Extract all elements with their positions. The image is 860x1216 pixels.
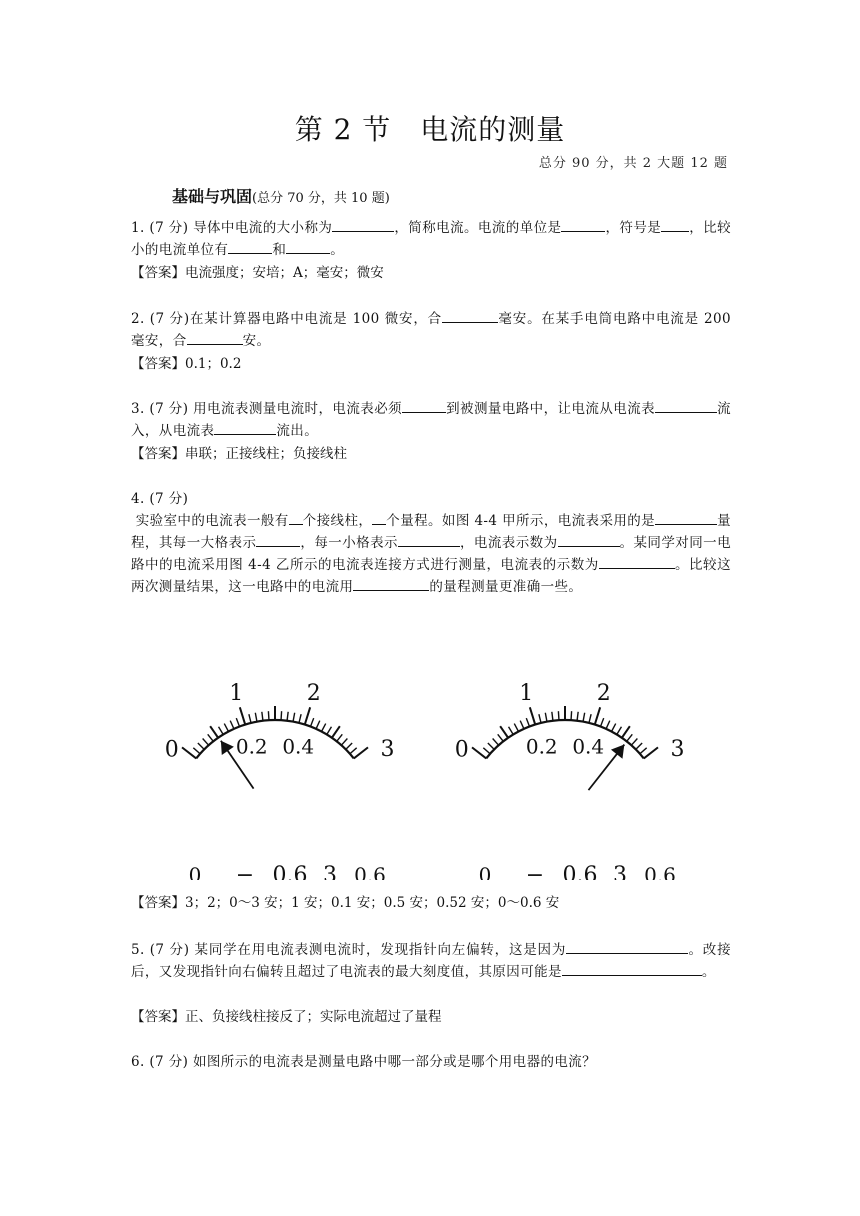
section-title: 基础与巩固 [172,187,253,206]
terminal-label: 0.6 [562,863,598,880]
dial-tick [281,711,282,720]
blank [256,532,300,547]
answer-2: 【答案】0.1；0.2 [131,356,242,372]
dial-tick [500,726,508,738]
dial-tick [322,724,326,732]
dial-tick [193,748,200,754]
dial-tick [198,743,204,749]
ammeter-left [165,681,395,880]
blank [289,510,303,525]
inner-scale-label: 0.2 [235,734,268,759]
dial-tick [249,714,251,723]
ammeter-figure [160,650,720,880]
blank [655,398,717,413]
dial-tick [583,713,585,722]
dial-tick [350,748,357,754]
dial-tick [262,712,263,721]
dial-tick [293,713,295,722]
outer-scale-zero: 0 [454,737,469,763]
terminal-label: 0.6 [272,863,308,880]
answer-4: 【答案】3；2；0～3 安；1 安；0.1 安；0.5 安；0.52 安；0～0.6 安 [131,895,560,911]
dial-tick [327,727,332,735]
inner-scale-zero: 0 [478,863,492,880]
dial-tick [230,721,234,729]
question-5 [131,939,731,983]
dial-tick [509,727,514,735]
q1-text: ，简称电流。电流的单位是 [394,220,562,236]
q5-text: 。 [701,964,716,980]
q4-text: 。某同学对同一电路中的电流采用图 4-4 乙所示的电流表连接方式进行测量，电流表的示数为 [131,535,731,573]
dial-tick [210,726,218,738]
blank [566,939,688,954]
inner-scale-label: 0.2 [525,734,558,759]
dial-tick [558,711,559,720]
outer-scale-label: 2 [306,680,321,706]
dial-tick [255,713,257,722]
dial-tick [589,714,591,723]
dial-tick [316,721,320,729]
inner-scale-label: 0.6 [644,863,676,880]
dial-tick [631,738,637,745]
question-1 [131,217,731,261]
q3-text: 3. (7 分) 用电流表测量电流时，电流表必须 [131,401,403,417]
ammeter-right [455,681,685,880]
dial-tick [493,738,499,745]
q6-text: 6. (7 分) 如图所示的电流表是测量电路中哪一部分或是哪个用电器的电流？ [131,1054,597,1070]
blank [286,239,330,254]
blank [353,576,429,591]
q4-text: ，电流表示数为 [459,535,558,551]
dial-tick [520,721,524,729]
dial-tick [332,726,340,738]
dial-tick [622,726,630,738]
dial-tick [488,743,494,749]
blank [398,532,460,547]
dial-tick [311,718,314,726]
question-6 [131,1051,731,1073]
blank [228,239,272,254]
q1-text: 1. (7 分) 导体中电流的大小称为 [131,220,333,236]
q4-text: ，每一小格表示 [300,535,398,551]
outer-scale-label: 1 [519,680,534,706]
outer-scale-label: 3 [670,736,685,762]
question-2 [131,308,731,352]
outer-scale-label: 1 [229,680,244,706]
dial-tick [595,707,600,724]
ammeter-figure-svg [160,650,720,880]
score-summary: 总分 90 分，共 2 大题 12 题 [538,156,728,171]
page-title: 第 2 节 电流的测量 [294,113,566,146]
dial-tick [617,727,622,735]
blank [661,217,689,232]
dial-tick [636,743,642,749]
blank [655,510,717,525]
dial-tick [236,718,239,726]
q1-text: 和 [272,242,287,258]
q4-text: 个接线柱， [302,513,373,529]
dial-tick [337,734,343,741]
dial-tick [287,712,288,721]
answer-3: 【答案】串联；正接线柱；负接线柱 [131,446,347,462]
pointer-arrowhead [611,745,624,759]
dial-tick [240,707,245,724]
dial-tick [268,711,269,720]
dial-arc [196,720,354,758]
dial-tick [545,713,547,722]
dial-tick [601,718,604,726]
q4-heading: 4. (7 分) [131,491,189,507]
dial-tick [208,734,214,741]
q4-text: 实验室中的电流表一般有 [135,513,289,529]
dial-tick [640,748,647,754]
q3-text: 流入，从电流表 [131,401,731,439]
blank [187,330,243,345]
section-note: (总分 70 分，共 10 题) [252,191,390,206]
blank [402,398,446,413]
terminal-label: 3 [323,863,337,880]
blank [332,217,394,232]
q1-text: 。 [330,242,345,258]
pointer-arrowhead [221,741,234,755]
q4-body [131,510,731,598]
blank [558,532,620,547]
inner-scale-zero: 0 [188,863,202,880]
dial-tick [341,738,347,745]
dial-tick [526,718,529,726]
answer-1: 【答案】电流强度；安培；A；毫安；微安 [131,265,384,281]
question-4 [131,488,731,598]
q3-text: 到被测量电路中，让电流从电流表 [446,401,656,417]
q4-text: 量程，其每一大格表示 [131,513,732,551]
dial-tick [577,712,578,721]
q5-text: 5. (7 分) 某同学在用电流表测电流时，发现指针向左偏转，这是因为 [131,942,567,958]
dial-tick [305,707,310,724]
blank [562,961,702,976]
dial-tick [627,734,633,741]
q4-text: 。比较这两次测量结果，这一电路中的电流用 [131,557,731,595]
outer-scale-zero: 0 [164,737,179,763]
section-heading [172,184,390,207]
answer-5: 【答案】正、负接线柱接反了；实际电流超过了量程 [131,1009,442,1025]
q1-text: ，符号是 [605,220,662,236]
terminal-label: − [235,863,255,880]
outer-scale-label: 2 [596,680,611,706]
blank [561,217,605,232]
dial-tick [530,707,535,724]
inner-scale-label: 0.4 [572,734,605,759]
blank [372,510,386,525]
q4-text: 的量程测量更准确一些。 [429,579,583,595]
q1-text: ，比较小的电流单位有 [131,220,731,258]
dial-tick [612,724,616,732]
dial-tick [483,748,490,754]
dial-tick [203,738,209,745]
q2-text: 安。 [242,333,271,349]
dial-tick [498,734,504,741]
dial-tick [571,711,572,720]
dial-tick [552,712,553,721]
q2-text: 毫安。在某手电筒电路中电流是 200 毫安，合 [131,311,732,349]
outer-scale-label: 3 [380,736,395,762]
dial-tick [299,714,301,723]
dial-tick [514,724,518,732]
terminal-label: 3 [613,863,627,880]
dial-tick [539,714,541,723]
q4-text: 个量程。如图 4-4 甲所示，电流表采用的是 [386,513,656,529]
blank [442,308,498,323]
q2-text: 2. (7 分)在某计算器电路中电流是 100 微安，合 [131,311,442,327]
inner-scale-label: 0.6 [354,863,386,880]
q5-text: 。改接后，又发现指针向右偏转且超过了电流表的最大刻度值，其原因可能是 [131,942,731,980]
dial-tick [606,721,610,729]
terminal-label: − [525,863,545,880]
blank [599,554,675,569]
question-3 [131,398,731,442]
q3-text: 流出。 [276,423,319,439]
dial-tick [224,724,228,732]
dial-tick [219,727,224,735]
inner-scale-label: 0.4 [282,734,315,759]
dial-tick [346,743,352,749]
blank [214,420,276,435]
